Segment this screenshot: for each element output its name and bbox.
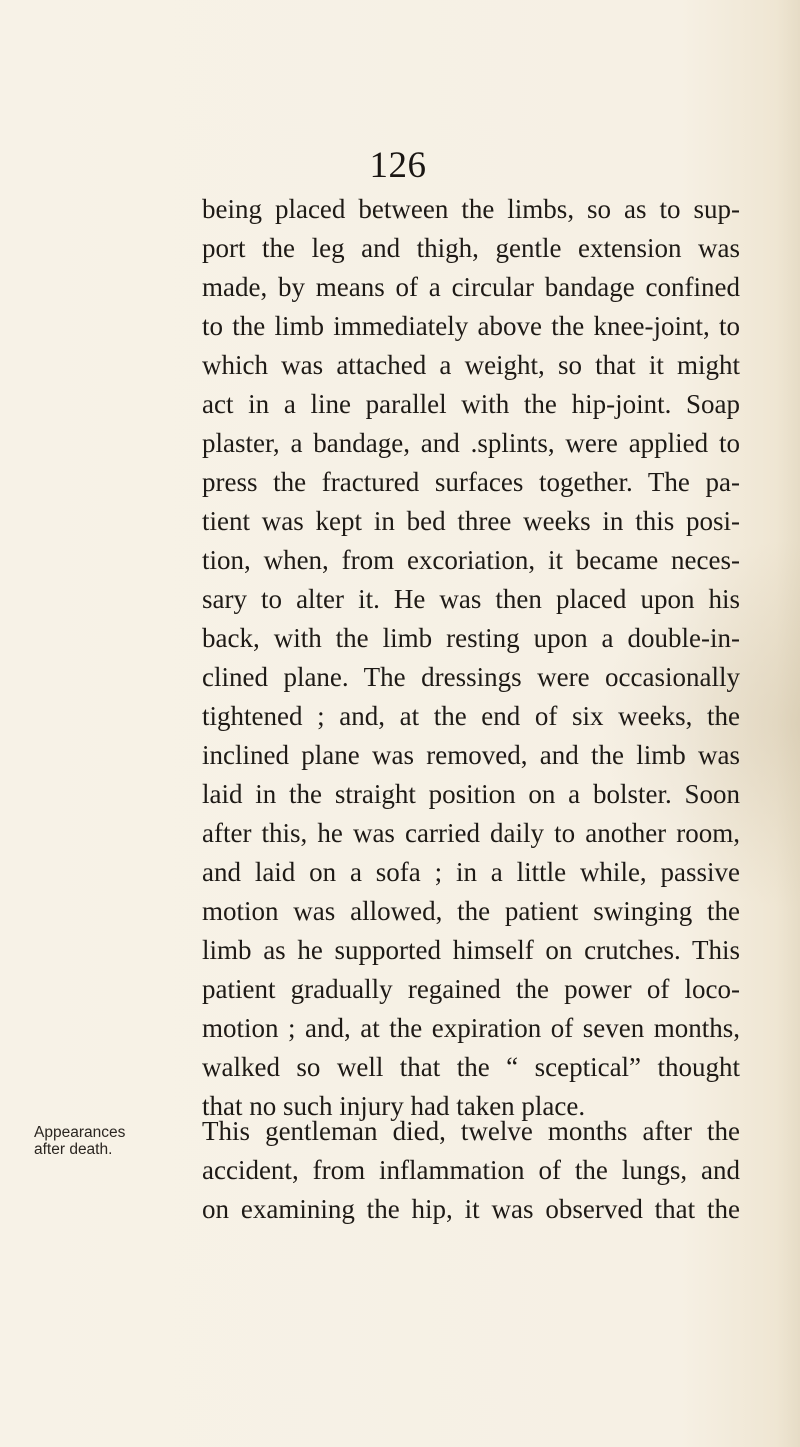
text-line: motion ; and, at the expiration of seven months, [202, 1013, 740, 1043]
text-line: clined plane. The dressings were occasionally [202, 662, 740, 692]
marginal-note [34, 1124, 174, 1158]
text-line: inclined plane was removed, and the limb was [202, 740, 740, 770]
text-line: laid in the straight position on a bolster. Soon [202, 779, 740, 809]
text-line: on examining the hip, it was observed that the [202, 1194, 740, 1224]
text-line: plaster, a bandage, and .splints, were applied to [202, 428, 740, 458]
paragraph-1 [202, 190, 740, 1126]
text-line: This gentleman died, twelve months after the [202, 1116, 740, 1146]
text-line: sary to alter it. He was then placed upon his [202, 584, 740, 614]
text-line: that no such injury had taken place. [202, 1091, 586, 1121]
text-line: patient gradually regained the power of loco- [202, 974, 740, 1004]
text-line: tient was kept in bed three weeks in this posi- [202, 506, 740, 536]
text-line: which was attached a weight, so that it might [202, 350, 740, 380]
text-line: limb as he supported himself on crutches. This [202, 935, 740, 965]
paragraph-2 [202, 1112, 740, 1229]
text-line: after this, he was carried daily to another room, [202, 818, 740, 848]
text-line: walked so well that the “ sceptical” thought [202, 1052, 740, 1082]
text-line: made, by means of a circular bandage confined [202, 272, 740, 302]
marginal-note-line: after death. [34, 1141, 113, 1158]
text-line: tightened ; and, at the end of six weeks, the [202, 701, 740, 731]
text-line: tion, when, from excoriation, it became neces- [202, 545, 740, 575]
text-line: accident, from inflammation of the lungs, and [202, 1155, 740, 1185]
text-line: to the limb immediately above the knee-joint, to [202, 311, 740, 341]
text-line: port the leg and thigh, gentle extension was [202, 233, 740, 263]
text-line: being placed between the limbs, so as to sup- [202, 194, 740, 224]
page-number: 126 [369, 145, 427, 186]
text-line: act in a line parallel with the hip-joint. Soap [202, 389, 740, 419]
text-line: motion was allowed, the patient swinging the [202, 896, 740, 926]
text-line: and laid on a sofa ; in a little while, passive [202, 857, 740, 887]
text-line: press the fractured surfaces together. The pa- [202, 467, 740, 497]
marginal-note-line: Appearances [34, 1124, 126, 1141]
text-line: back, with the limb resting upon a double-in- [202, 623, 740, 653]
